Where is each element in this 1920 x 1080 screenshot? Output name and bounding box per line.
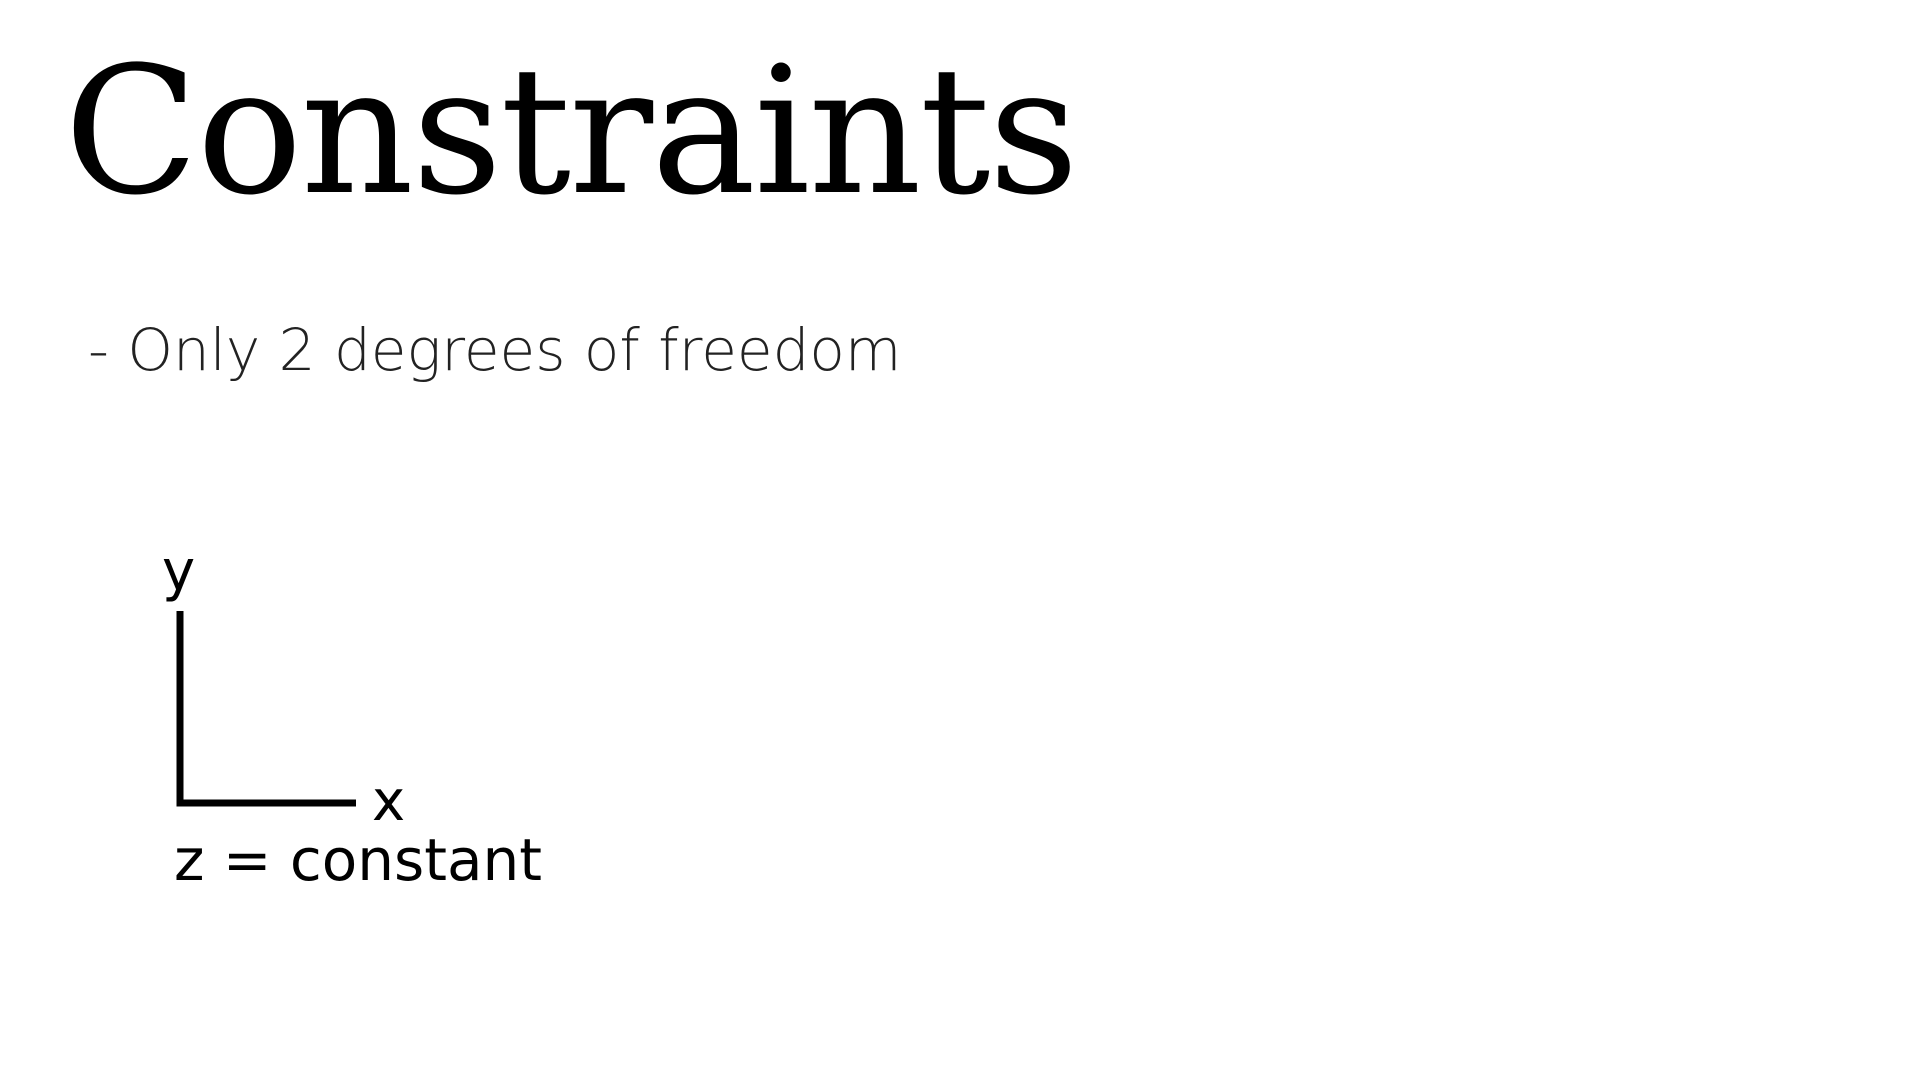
bullet-point: - Only 2 degrees of freedom <box>88 316 902 384</box>
slide-title: Constraints <box>64 29 1077 234</box>
x-axis-label: x <box>372 769 406 834</box>
constant-caption: z = constant <box>174 826 543 894</box>
y-axis-label: y <box>162 539 196 604</box>
